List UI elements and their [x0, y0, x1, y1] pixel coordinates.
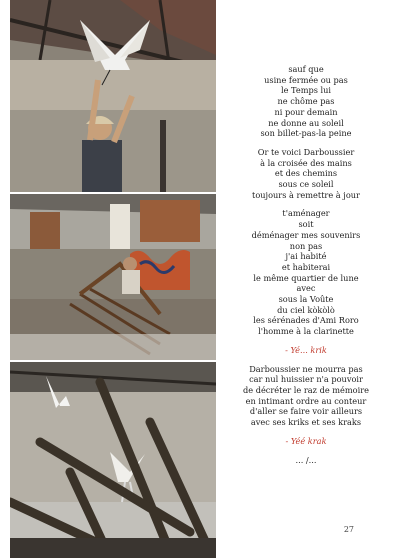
poem-line: du ciel kòkòlò: [277, 304, 335, 315]
poem-line: son billet-pas-la peine: [260, 128, 352, 139]
poem-line: sauf que: [288, 64, 324, 74]
poem-line: avec ses kriks et ses kraks: [250, 417, 362, 428]
poem-line: et habiterai: [281, 261, 331, 272]
poem-line: toujours à remettre à jour: [252, 189, 360, 200]
poem-line: en intimant ordre au conteur: [245, 395, 367, 406]
poem-line: d'aller se faire voir ailleurs: [249, 406, 363, 417]
poem-line: ne donne au soleil: [268, 117, 344, 128]
photo-factory-graffiti: [10, 194, 216, 360]
page-number: 27: [343, 525, 354, 534]
poem-line: le même quartier de lune: [253, 272, 359, 283]
poem-line: Darboussier ne mourra pas: [249, 363, 363, 374]
poem-text: [218, 64, 394, 473]
poem-line: et des chemins: [274, 168, 338, 179]
refrain-2: [218, 436, 394, 447]
poem-line: sous ce soleil: [278, 179, 334, 190]
poem-line: le Temps lui: [280, 85, 332, 96]
poem-line: j'ai habité: [285, 251, 327, 262]
poem-line: usine fermée ou pas: [264, 74, 348, 85]
stanza-3: [218, 208, 394, 336]
stanza-1: [218, 64, 394, 139]
poem-line: ni pour demain: [274, 106, 338, 117]
refrain-line: - Yéé krak: [285, 435, 327, 446]
poem-line: de décréter le raz de mémoire: [243, 384, 369, 395]
poem-line: Or te voici Darboussier: [257, 146, 355, 157]
poem-line: avec: [296, 283, 316, 294]
photo-column: [10, 0, 216, 558]
poem-line: ne chôme pas: [277, 96, 335, 107]
ellipsis-line: ... /...: [295, 454, 317, 465]
poem-line: l'homme à la clarinette: [258, 326, 354, 337]
photo-origami-crane-hanging: [10, 0, 216, 192]
stanza-4: [218, 364, 394, 428]
photo-cranes-fallen-beams: [10, 362, 216, 558]
poem-line: t'aménager: [282, 208, 330, 219]
poem-line: soit: [298, 219, 314, 230]
poem-line: déménager mes souvenirs: [251, 229, 361, 240]
refrain-1: [218, 345, 394, 356]
refrain-line: - Yé... krik: [285, 344, 327, 355]
poem-line: les sérénades d'Ami Roro: [253, 315, 359, 326]
stanza-2: [218, 147, 394, 201]
poem-line: car nul huissier n'a pouvoir: [249, 374, 363, 385]
poem-line: sous la Voûte: [278, 294, 334, 305]
continuation: [218, 455, 394, 466]
poem-line: non pas: [289, 240, 323, 251]
poem-line: à la croisée des mains: [260, 157, 352, 168]
